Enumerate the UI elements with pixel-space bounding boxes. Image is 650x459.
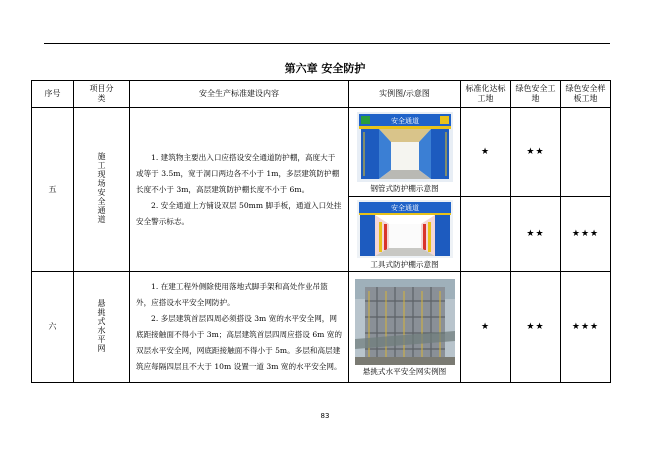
table-row bbox=[32, 108, 611, 197]
rating-green: ★★ bbox=[511, 272, 561, 383]
tool-shelter-image bbox=[357, 200, 453, 258]
image-cell bbox=[349, 272, 461, 383]
header-rule bbox=[44, 43, 610, 44]
svg-text:安全通道: 安全通道 bbox=[390, 117, 419, 125]
row-category: 悬挑式水平网 bbox=[74, 272, 130, 383]
rating-compliance: ★ bbox=[461, 272, 511, 383]
row-seq: 六 bbox=[32, 272, 74, 383]
row-seq: 五 bbox=[32, 108, 74, 272]
image-cell bbox=[349, 197, 461, 272]
row-content bbox=[130, 108, 349, 272]
row-content bbox=[130, 272, 349, 383]
image-caption: 工具式防护棚示意图 bbox=[370, 260, 439, 269]
content-paragraph: 1. 建筑物主要出入口应搭设安全通道防护棚，高度大于或等于 3.5m，宽于洞口两边各不小于 1m，多层建筑防护棚长度不小于 3m，高层建筑防护棚长度不小于 6m。 bbox=[136, 152, 340, 194]
table-row bbox=[32, 272, 611, 383]
content-paragraph: 1. 在建工程外侧除使用落地式脚手架和高处作业吊篮外，应搭设水平安全网防护。 bbox=[136, 282, 328, 307]
svg-text:安全通道: 安全通道 bbox=[390, 204, 419, 212]
header-green-model: 绿色安全样板工地 bbox=[561, 81, 611, 108]
rating-green: ★★ bbox=[511, 108, 561, 197]
image-caption: 钢管式防护棚示意图 bbox=[370, 184, 439, 193]
page-number: 83 bbox=[320, 412, 330, 420]
header-compliance: 标准化达标工地 bbox=[461, 81, 511, 108]
image-cell bbox=[349, 108, 461, 197]
image-caption: 悬挑式水平安全网实例图 bbox=[362, 367, 447, 376]
safety-standard-table bbox=[31, 80, 611, 383]
steel-pipe-shelter-image bbox=[357, 112, 453, 182]
rating-green-model bbox=[561, 108, 611, 197]
rating-compliance bbox=[461, 197, 511, 272]
horizontal-net-photo bbox=[355, 279, 455, 365]
rating-green: ★★ bbox=[511, 197, 561, 272]
row-category: 施工现场安全通道 bbox=[74, 108, 130, 272]
header-content: 安全生产标准建设内容 bbox=[130, 81, 349, 108]
rating-green-model: ★★★ bbox=[561, 197, 611, 272]
rating-compliance: ★ bbox=[461, 108, 511, 197]
header-seq: 序号 bbox=[32, 81, 74, 108]
header-category: 项目分类 bbox=[74, 81, 130, 108]
content-paragraph: 2. 多层建筑首层四周必须搭设 3m 宽的水平安全网，网底距接触面不得小于 3m；高层建筑首层四周应搭设 6m 宽的双层水平安全网，网底距接触面不得小于 5m。多层和高层建筑应每隔四层且不大于 10m 设置一道 3m 宽的水平安全网。 bbox=[136, 314, 342, 371]
header-green: 绿色安全工地 bbox=[511, 81, 561, 108]
chapter-title: 第六章 安全防护 bbox=[284, 62, 366, 75]
rating-green-model: ★★★ bbox=[561, 272, 611, 383]
content-paragraph: 2. 安全通道上方铺设双层 50mm 脚手板，通道入口处挂安全警示标志。 bbox=[136, 200, 342, 226]
header-image: 实例图/示意图 bbox=[349, 81, 461, 108]
table-header-row bbox=[32, 81, 611, 108]
